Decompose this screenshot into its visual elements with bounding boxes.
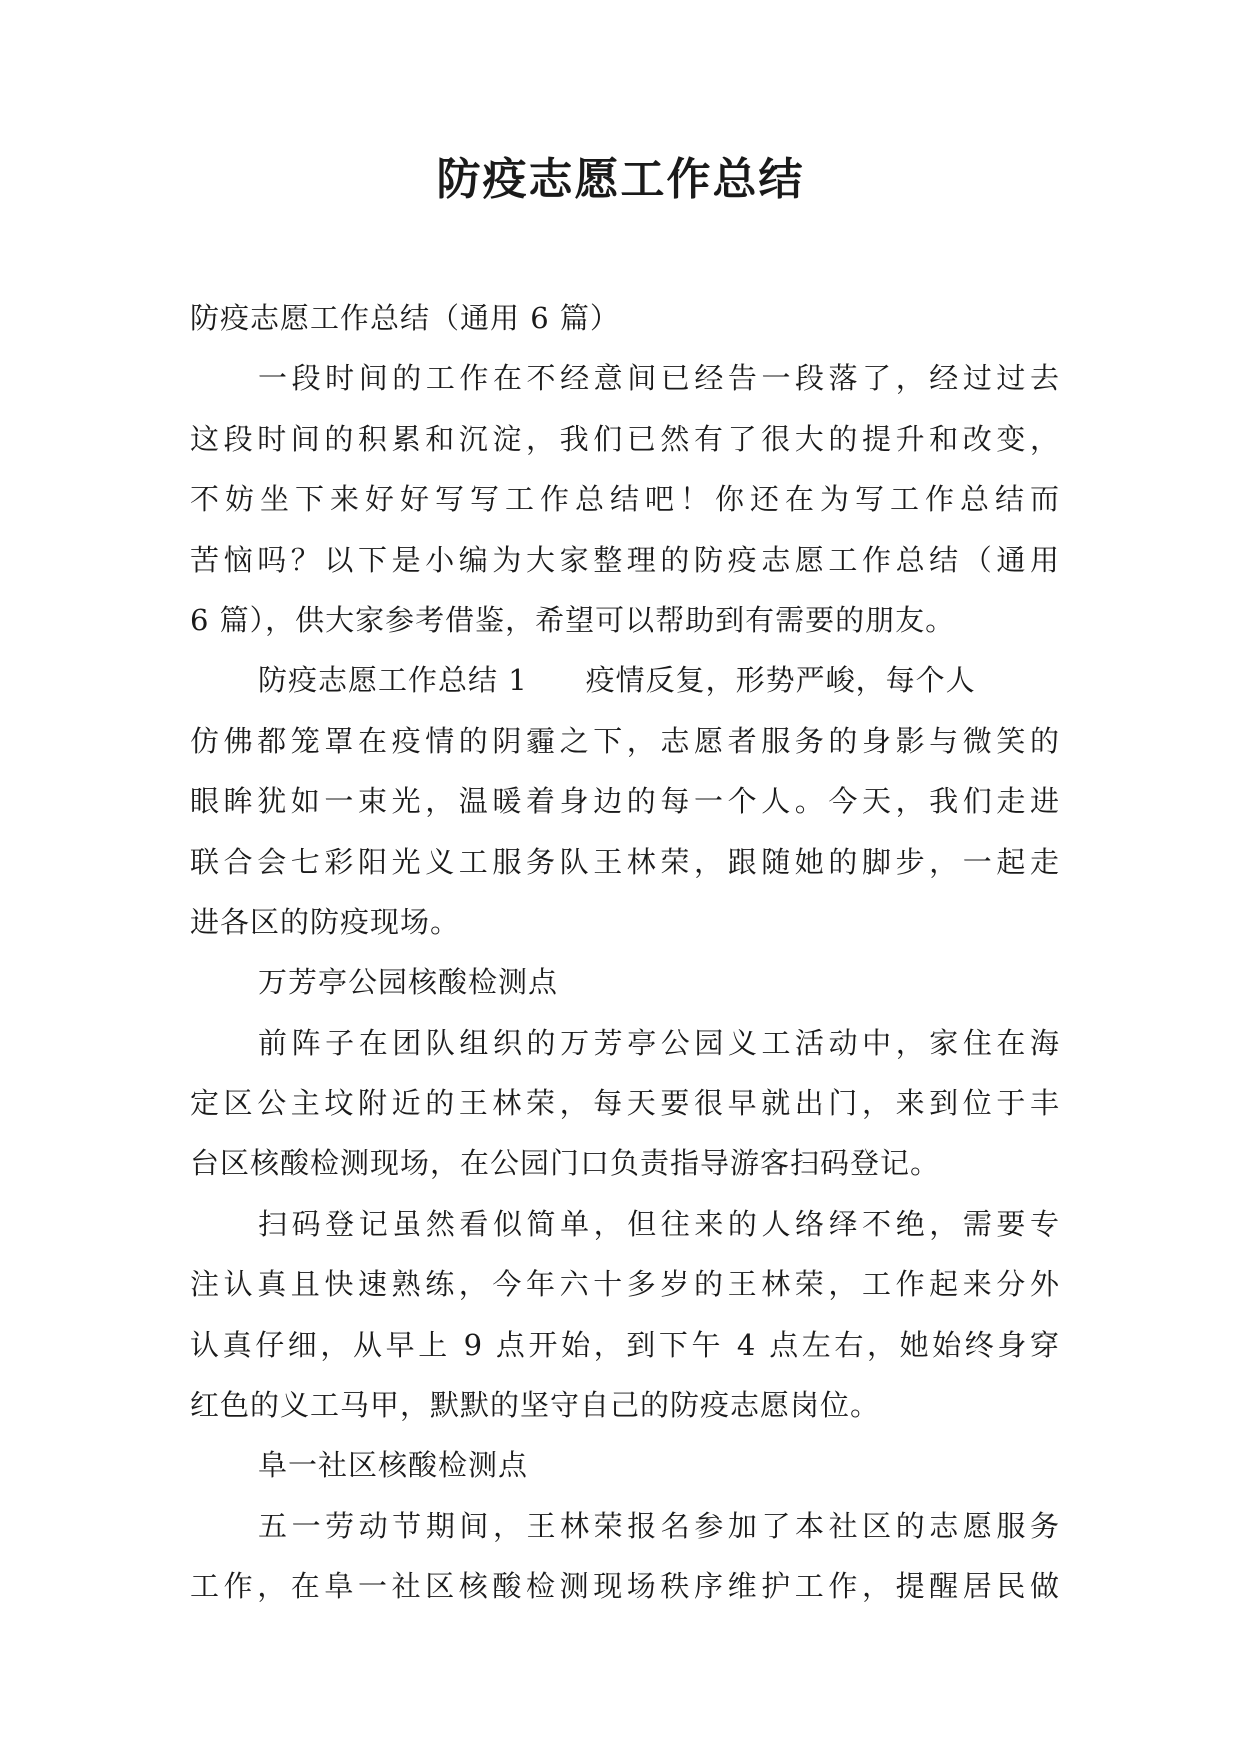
text-line: 红色的义工马甲，默默的坚守自己的防疫志愿岗位。 xyxy=(190,1388,881,1423)
text-line: 扫码登记虽然看似简单，但往来的人络绎不绝，需要专 xyxy=(258,1206,1060,1241)
text-line: 认真仔细，从早上 9 点开始，到下午 4 点左右，她始终身穿 xyxy=(190,1327,1060,1362)
text-line: 前阵子在团队组织的万芳亭公园义工活动中，家住在海 xyxy=(258,1025,1060,1060)
section-heading-1: 防疫志愿工作总结 1 xyxy=(258,663,528,698)
text-line: 注认真且快速熟练，今年六十多岁的王林荣，工作起来分外 xyxy=(190,1267,1060,1302)
subheading-line: 万芳亭公园核酸检测点 xyxy=(258,965,559,1000)
subtitle-line: 防疫志愿工作总结（通用 6 篇） xyxy=(190,301,620,335)
subheading-line: 阜一社区核酸检测点 xyxy=(258,1448,529,1483)
text-line: 联合会七彩阳光义工服务队王林荣，跟随她的脚步，一起走 xyxy=(190,844,1060,879)
text-line: 一段时间的工作在不经意间已经告一段落了，经过过去 xyxy=(258,361,1060,396)
text-line: 定区公主坟附近的王林荣，每天要很早就出门，来到位于丰 xyxy=(190,1086,1060,1121)
text-line: 台区核酸检测现场，在公园门口负责指导游客扫码登记。 xyxy=(190,1146,941,1181)
text-line: 五一劳动节期间，王林荣报名参加了本社区的志愿服务 xyxy=(258,1508,1060,1543)
section-lead-text: 疫情反复，形势严峻，每个人 xyxy=(585,663,976,698)
text-line: 苦恼吗？以下是小编为大家整理的防疫志愿工作总结（通用 xyxy=(190,542,1060,577)
text-line: 不妨坐下来好好写写工作总结吧！你还在为写工作总结而 xyxy=(190,482,1060,517)
text-line: 这段时间的积累和沉淀，我们已然有了很大的提升和改变， xyxy=(190,421,1060,456)
document-body xyxy=(190,288,1060,1617)
text-line: 6 篇），供大家参考借鉴，希望可以帮助到有需要的朋友。 xyxy=(190,602,956,637)
text-line: 眼眸犹如一束光，温暖着身边的每一个人。今天，我们走进 xyxy=(190,784,1060,819)
document-title: 防疫志愿工作总结 xyxy=(436,154,805,205)
text-line: 工作，在阜一社区核酸检测现场秩序维护工作，提醒居民做 xyxy=(190,1569,1060,1604)
text-line: 进各区的防疫现场。 xyxy=(190,904,461,939)
text-line: 仿佛都笼罩在疫情的阴霾之下，志愿者服务的身影与微笑的 xyxy=(190,723,1060,758)
section-heading-line xyxy=(190,650,1060,710)
